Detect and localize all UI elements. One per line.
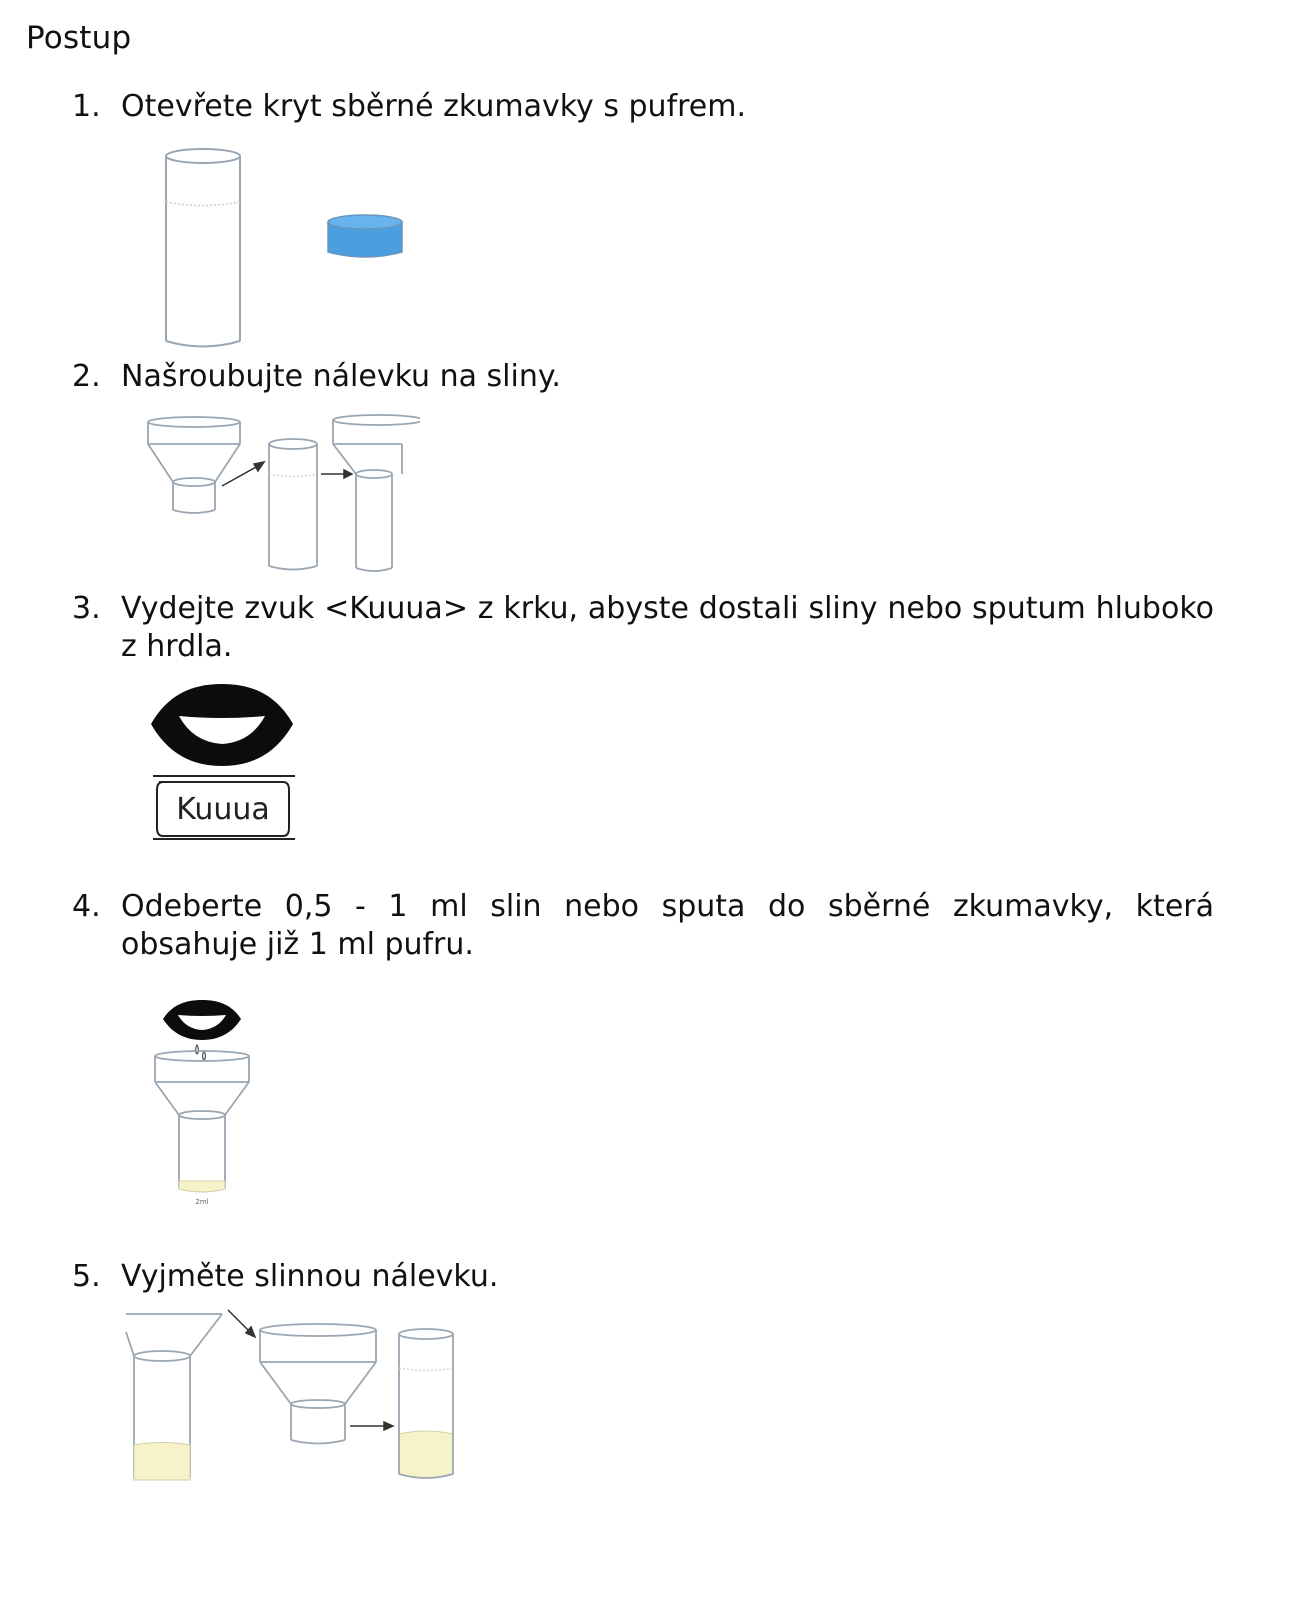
sound-label: Kuuua — [176, 792, 270, 827]
step-text: Našroubujte nálevku na sliny. — [121, 359, 561, 394]
step-number: 3. — [72, 591, 101, 626]
liquid-level — [399, 1431, 453, 1478]
lips-icon — [163, 1000, 241, 1040]
arrow-icon — [350, 1422, 393, 1430]
step-3-illustration — [145, 678, 305, 848]
saliva-drop-icon — [196, 1045, 206, 1060]
sound-label-box — [153, 782, 295, 839]
lips-icon — [151, 684, 293, 766]
step-number: 1. — [72, 89, 101, 124]
tube-volume-label: 2ml — [195, 1198, 209, 1206]
step-text: Vydejte zvuk <Kuuua> z krku, abyste dostali sliny nebo sputum hluboko z hrdla. — [121, 591, 1214, 664]
collection-tube-icon — [269, 439, 317, 570]
liquid-level — [134, 1443, 190, 1481]
blue-cap-icon — [328, 215, 402, 257]
arrow-icon — [222, 462, 264, 486]
page-title: Postup — [26, 20, 132, 56]
step-number: 5. — [72, 1259, 101, 1294]
step-5-illustration — [120, 1300, 470, 1495]
step-text: Otevřete kryt sběrné zkumavky s pufrem. — [121, 89, 747, 124]
step-1-illustration — [150, 140, 430, 355]
funnel-icon — [148, 417, 240, 513]
step-text: Odeberte 0,5 - 1 ml slin nebo sputa do sběrné zkumavky, která obsahuje již 1 ml pufru. — [121, 889, 1214, 962]
step-4-illustration — [145, 995, 265, 1210]
step-2-illustration — [140, 410, 420, 580]
step-number: 4. — [72, 889, 101, 924]
tube-with-funnel-icon — [333, 415, 420, 571]
collection-tube-icon — [166, 149, 240, 347]
liquid-level — [179, 1181, 225, 1192]
funnel-with-tube-icon — [155, 1051, 249, 1188]
arrow-icon — [228, 1310, 255, 1337]
arrow-icon — [321, 470, 352, 478]
step-text: Vyjměte slinnou nálevku. — [121, 1259, 499, 1294]
step-number: 2. — [72, 359, 101, 394]
